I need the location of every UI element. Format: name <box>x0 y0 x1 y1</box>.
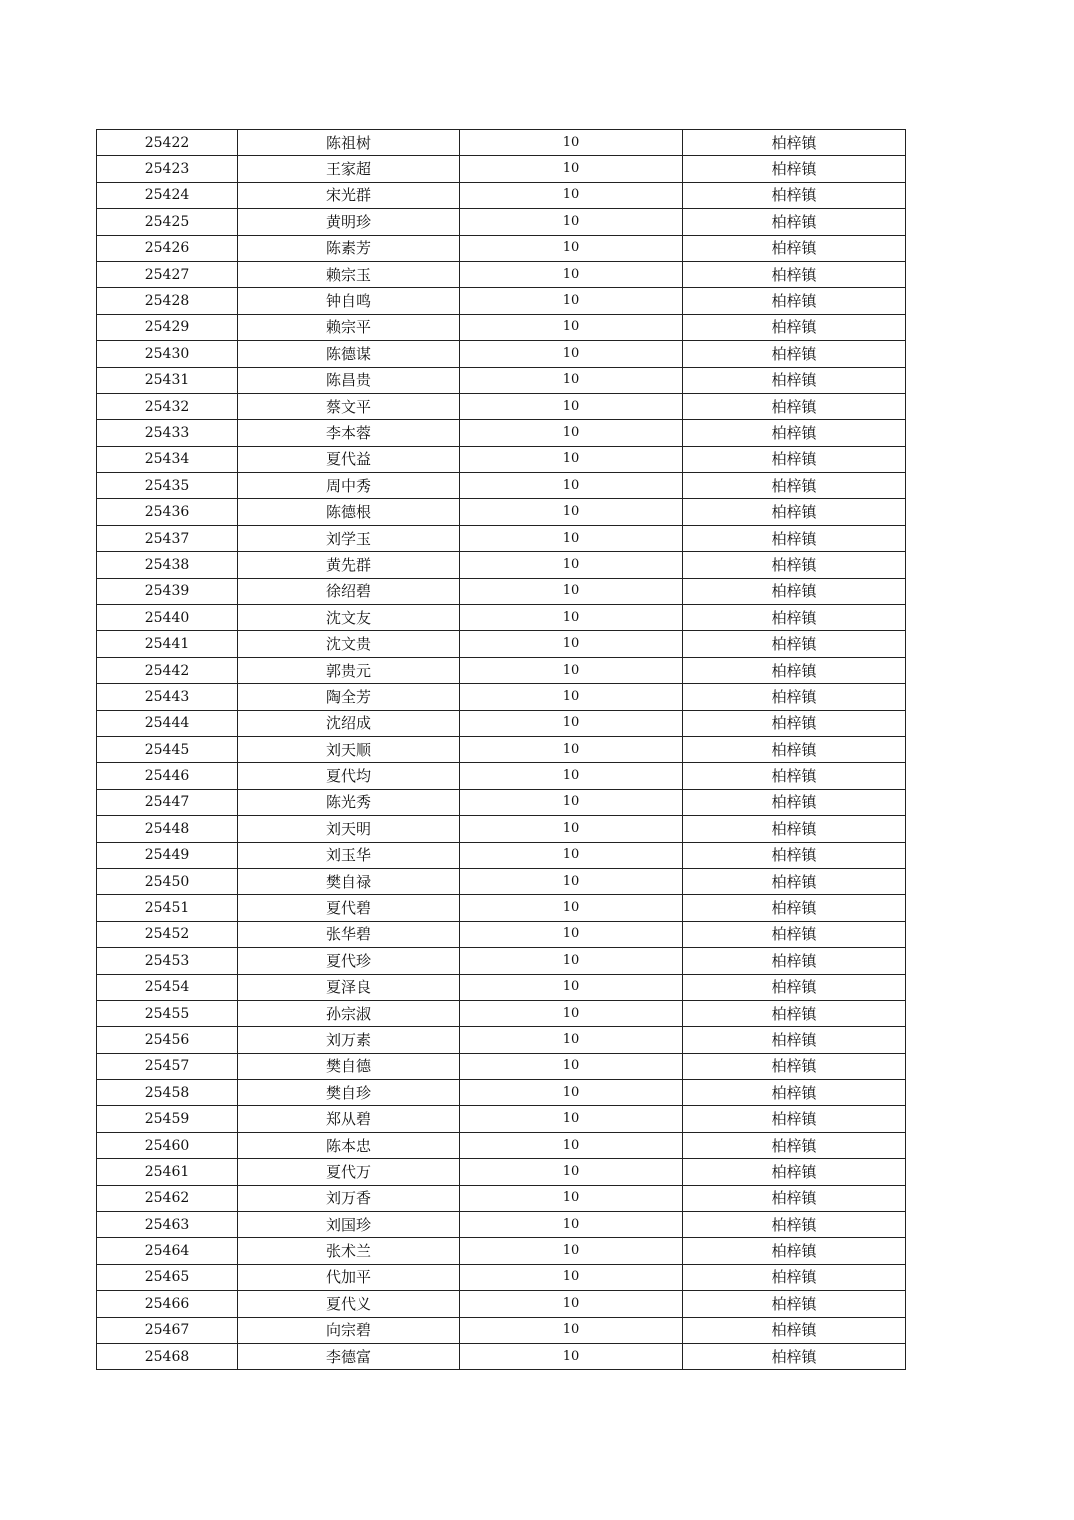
serial-number-cell: 25440 <box>97 605 238 631</box>
amount-cell: 10 <box>460 1238 683 1264</box>
name-cell: 代加平 <box>238 1264 460 1290</box>
table-row <box>97 1291 906 1317</box>
name-cell: 郑从碧 <box>238 1106 460 1132</box>
serial-number-cell: 25427 <box>97 261 238 287</box>
amount-cell: 10 <box>460 763 683 789</box>
serial-number-cell: 25466 <box>97 1291 238 1317</box>
name-cell: 沈文友 <box>238 605 460 631</box>
serial-number-cell: 25445 <box>97 736 238 762</box>
town-cell: 柏梓镇 <box>683 156 906 182</box>
name-cell: 李德富 <box>238 1343 460 1369</box>
town-cell: 柏梓镇 <box>683 209 906 235</box>
table-row <box>97 605 906 631</box>
town-cell: 柏梓镇 <box>683 1027 906 1053</box>
serial-number-cell: 25430 <box>97 341 238 367</box>
serial-number-cell: 25448 <box>97 816 238 842</box>
table-row <box>97 446 906 472</box>
town-cell: 柏梓镇 <box>683 182 906 208</box>
name-cell: 陈光秀 <box>238 789 460 815</box>
name-cell: 向宗碧 <box>238 1317 460 1343</box>
table-row <box>97 1080 906 1106</box>
town-cell: 柏梓镇 <box>683 736 906 762</box>
serial-number-cell: 25436 <box>97 499 238 525</box>
table-row <box>97 1132 906 1158</box>
table-row <box>97 393 906 419</box>
amount-cell: 10 <box>460 1343 683 1369</box>
name-cell: 陈德根 <box>238 499 460 525</box>
name-cell: 刘天顺 <box>238 736 460 762</box>
amount-cell: 10 <box>460 1000 683 1026</box>
name-cell: 沈文贵 <box>238 631 460 657</box>
serial-number-cell: 25464 <box>97 1238 238 1264</box>
amount-cell: 10 <box>460 605 683 631</box>
table-row <box>97 261 906 287</box>
amount-cell: 10 <box>460 367 683 393</box>
name-cell: 刘玉华 <box>238 842 460 868</box>
table-row <box>97 763 906 789</box>
serial-number-cell: 25429 <box>97 314 238 340</box>
table-row <box>97 684 906 710</box>
serial-number-cell: 25422 <box>97 130 238 156</box>
name-cell: 刘国珍 <box>238 1212 460 1238</box>
serial-number-cell: 25459 <box>97 1106 238 1132</box>
table-row <box>97 209 906 235</box>
name-cell: 夏代义 <box>238 1291 460 1317</box>
amount-cell: 10 <box>460 314 683 340</box>
table-row <box>97 974 906 1000</box>
table-row <box>97 314 906 340</box>
serial-number-cell: 25456 <box>97 1027 238 1053</box>
serial-number-cell: 25433 <box>97 420 238 446</box>
town-cell: 柏梓镇 <box>683 974 906 1000</box>
serial-number-cell: 25453 <box>97 948 238 974</box>
town-cell: 柏梓镇 <box>683 314 906 340</box>
serial-number-cell: 25460 <box>97 1132 238 1158</box>
table-row <box>97 868 906 894</box>
town-cell: 柏梓镇 <box>683 631 906 657</box>
name-cell: 黄明珍 <box>238 209 460 235</box>
serial-number-cell: 25451 <box>97 895 238 921</box>
amount-cell: 10 <box>460 868 683 894</box>
serial-number-cell: 25439 <box>97 578 238 604</box>
table-row <box>97 1238 906 1264</box>
table-row <box>97 1185 906 1211</box>
amount-cell: 10 <box>460 1185 683 1211</box>
table-row <box>97 525 906 551</box>
table-row <box>97 789 906 815</box>
amount-cell: 10 <box>460 552 683 578</box>
table-row <box>97 710 906 736</box>
amount-cell: 10 <box>460 446 683 472</box>
town-cell: 柏梓镇 <box>683 763 906 789</box>
table-row <box>97 657 906 683</box>
town-cell: 柏梓镇 <box>683 657 906 683</box>
serial-number-cell: 25468 <box>97 1343 238 1369</box>
serial-number-cell: 25455 <box>97 1000 238 1026</box>
serial-number-cell: 25463 <box>97 1212 238 1238</box>
town-cell: 柏梓镇 <box>683 552 906 578</box>
serial-number-cell: 25457 <box>97 1053 238 1079</box>
table-row <box>97 235 906 261</box>
town-cell: 柏梓镇 <box>683 948 906 974</box>
amount-cell: 10 <box>460 842 683 868</box>
serial-number-cell: 25428 <box>97 288 238 314</box>
serial-number-cell: 25458 <box>97 1080 238 1106</box>
table-row <box>97 736 906 762</box>
table-row <box>97 1264 906 1290</box>
amount-cell: 10 <box>460 657 683 683</box>
name-cell: 夏代益 <box>238 446 460 472</box>
table-row <box>97 182 906 208</box>
town-cell: 柏梓镇 <box>683 605 906 631</box>
serial-number-cell: 25444 <box>97 710 238 736</box>
amount-cell: 10 <box>460 1291 683 1317</box>
town-cell: 柏梓镇 <box>683 789 906 815</box>
town-cell: 柏梓镇 <box>683 1291 906 1317</box>
name-cell: 周中秀 <box>238 473 460 499</box>
serial-number-cell: 25452 <box>97 921 238 947</box>
table-row <box>97 341 906 367</box>
amount-cell: 10 <box>460 1027 683 1053</box>
name-cell: 徐绍碧 <box>238 578 460 604</box>
amount-cell: 10 <box>460 684 683 710</box>
town-cell: 柏梓镇 <box>683 1212 906 1238</box>
table-row <box>97 1343 906 1369</box>
town-cell: 柏梓镇 <box>683 499 906 525</box>
serial-number-cell: 25425 <box>97 209 238 235</box>
town-cell: 柏梓镇 <box>683 420 906 446</box>
name-cell: 夏代万 <box>238 1159 460 1185</box>
name-cell: 沈绍成 <box>238 710 460 736</box>
table-row <box>97 1212 906 1238</box>
name-cell: 夏代均 <box>238 763 460 789</box>
town-cell: 柏梓镇 <box>683 393 906 419</box>
name-cell: 王家超 <box>238 156 460 182</box>
name-cell: 刘万素 <box>238 1027 460 1053</box>
amount-cell: 10 <box>460 393 683 419</box>
amount-cell: 10 <box>460 420 683 446</box>
amount-cell: 10 <box>460 1132 683 1158</box>
serial-number-cell: 25431 <box>97 367 238 393</box>
name-cell: 黄先群 <box>238 552 460 578</box>
amount-cell: 10 <box>460 1159 683 1185</box>
town-cell: 柏梓镇 <box>683 367 906 393</box>
town-cell: 柏梓镇 <box>683 235 906 261</box>
amount-cell: 10 <box>460 1212 683 1238</box>
name-cell: 樊自禄 <box>238 868 460 894</box>
serial-number-cell: 25443 <box>97 684 238 710</box>
name-cell: 樊自珍 <box>238 1080 460 1106</box>
serial-number-cell: 25441 <box>97 631 238 657</box>
town-cell: 柏梓镇 <box>683 446 906 472</box>
name-cell: 郭贵元 <box>238 657 460 683</box>
town-cell: 柏梓镇 <box>683 1343 906 1369</box>
serial-number-cell: 25432 <box>97 393 238 419</box>
town-cell: 柏梓镇 <box>683 1106 906 1132</box>
amount-cell: 10 <box>460 473 683 499</box>
amount-cell: 10 <box>460 156 683 182</box>
name-cell: 赖宗平 <box>238 314 460 340</box>
amount-cell: 10 <box>460 1106 683 1132</box>
amount-cell: 10 <box>460 921 683 947</box>
name-cell: 刘天明 <box>238 816 460 842</box>
town-cell: 柏梓镇 <box>683 895 906 921</box>
data-table <box>96 129 906 1370</box>
name-cell: 刘万香 <box>238 1185 460 1211</box>
table-body <box>97 130 906 1370</box>
table-row <box>97 420 906 446</box>
town-cell: 柏梓镇 <box>683 525 906 551</box>
name-cell: 张术兰 <box>238 1238 460 1264</box>
serial-number-cell: 25467 <box>97 1317 238 1343</box>
amount-cell: 10 <box>460 816 683 842</box>
town-cell: 柏梓镇 <box>683 578 906 604</box>
table-row <box>97 499 906 525</box>
table-row <box>97 552 906 578</box>
amount-cell: 10 <box>460 974 683 1000</box>
amount-cell: 10 <box>460 631 683 657</box>
amount-cell: 10 <box>460 261 683 287</box>
serial-number-cell: 25437 <box>97 525 238 551</box>
amount-cell: 10 <box>460 1080 683 1106</box>
town-cell: 柏梓镇 <box>683 921 906 947</box>
name-cell: 宋光群 <box>238 182 460 208</box>
table-row <box>97 948 906 974</box>
amount-cell: 10 <box>460 578 683 604</box>
serial-number-cell: 25454 <box>97 974 238 1000</box>
amount-cell: 10 <box>460 1053 683 1079</box>
amount-cell: 10 <box>460 341 683 367</box>
name-cell: 陈昌贵 <box>238 367 460 393</box>
town-cell: 柏梓镇 <box>683 261 906 287</box>
town-cell: 柏梓镇 <box>683 473 906 499</box>
table-row <box>97 367 906 393</box>
table-row <box>97 895 906 921</box>
table-row <box>97 1159 906 1185</box>
table-row <box>97 473 906 499</box>
name-cell: 樊自德 <box>238 1053 460 1079</box>
table-row <box>97 1106 906 1132</box>
table-row <box>97 1317 906 1343</box>
town-cell: 柏梓镇 <box>683 1238 906 1264</box>
serial-number-cell: 25461 <box>97 1159 238 1185</box>
table-row <box>97 921 906 947</box>
amount-cell: 10 <box>460 499 683 525</box>
name-cell: 陈祖树 <box>238 130 460 156</box>
amount-cell: 10 <box>460 1317 683 1343</box>
town-cell: 柏梓镇 <box>683 1132 906 1158</box>
amount-cell: 10 <box>460 948 683 974</box>
table-row <box>97 816 906 842</box>
table-row <box>97 130 906 156</box>
amount-cell: 10 <box>460 736 683 762</box>
table-row <box>97 1053 906 1079</box>
amount-cell: 10 <box>460 235 683 261</box>
amount-cell: 10 <box>460 288 683 314</box>
serial-number-cell: 25426 <box>97 235 238 261</box>
amount-cell: 10 <box>460 1264 683 1290</box>
name-cell: 蔡文平 <box>238 393 460 419</box>
town-cell: 柏梓镇 <box>683 288 906 314</box>
town-cell: 柏梓镇 <box>683 1080 906 1106</box>
name-cell: 张华碧 <box>238 921 460 947</box>
serial-number-cell: 25462 <box>97 1185 238 1211</box>
name-cell: 陶全芳 <box>238 684 460 710</box>
table-row <box>97 842 906 868</box>
amount-cell: 10 <box>460 525 683 551</box>
name-cell: 陈德谋 <box>238 341 460 367</box>
name-cell: 李本蓉 <box>238 420 460 446</box>
name-cell: 孙宗淑 <box>238 1000 460 1026</box>
serial-number-cell: 25424 <box>97 182 238 208</box>
name-cell: 刘学玉 <box>238 525 460 551</box>
name-cell: 陈素芳 <box>238 235 460 261</box>
serial-number-cell: 25434 <box>97 446 238 472</box>
town-cell: 柏梓镇 <box>683 130 906 156</box>
table-row <box>97 288 906 314</box>
serial-number-cell: 25442 <box>97 657 238 683</box>
amount-cell: 10 <box>460 209 683 235</box>
table-row <box>97 156 906 182</box>
serial-number-cell: 25465 <box>97 1264 238 1290</box>
serial-number-cell: 25449 <box>97 842 238 868</box>
amount-cell: 10 <box>460 895 683 921</box>
town-cell: 柏梓镇 <box>683 684 906 710</box>
town-cell: 柏梓镇 <box>683 1317 906 1343</box>
table-row <box>97 1000 906 1026</box>
town-cell: 柏梓镇 <box>683 868 906 894</box>
serial-number-cell: 25447 <box>97 789 238 815</box>
town-cell: 柏梓镇 <box>683 341 906 367</box>
serial-number-cell: 25423 <box>97 156 238 182</box>
name-cell: 钟自鸣 <box>238 288 460 314</box>
name-cell: 赖宗玉 <box>238 261 460 287</box>
serial-number-cell: 25446 <box>97 763 238 789</box>
town-cell: 柏梓镇 <box>683 1159 906 1185</box>
amount-cell: 10 <box>460 789 683 815</box>
name-cell: 夏代碧 <box>238 895 460 921</box>
serial-number-cell: 25450 <box>97 868 238 894</box>
amount-cell: 10 <box>460 130 683 156</box>
name-cell: 夏代珍 <box>238 948 460 974</box>
town-cell: 柏梓镇 <box>683 710 906 736</box>
town-cell: 柏梓镇 <box>683 1185 906 1211</box>
serial-number-cell: 25438 <box>97 552 238 578</box>
town-cell: 柏梓镇 <box>683 842 906 868</box>
town-cell: 柏梓镇 <box>683 816 906 842</box>
name-cell: 陈本忠 <box>238 1132 460 1158</box>
town-cell: 柏梓镇 <box>683 1053 906 1079</box>
serial-number-cell: 25435 <box>97 473 238 499</box>
name-cell: 夏泽良 <box>238 974 460 1000</box>
table-row <box>97 631 906 657</box>
town-cell: 柏梓镇 <box>683 1264 906 1290</box>
table-row <box>97 1027 906 1053</box>
table-row <box>97 578 906 604</box>
amount-cell: 10 <box>460 182 683 208</box>
town-cell: 柏梓镇 <box>683 1000 906 1026</box>
amount-cell: 10 <box>460 710 683 736</box>
